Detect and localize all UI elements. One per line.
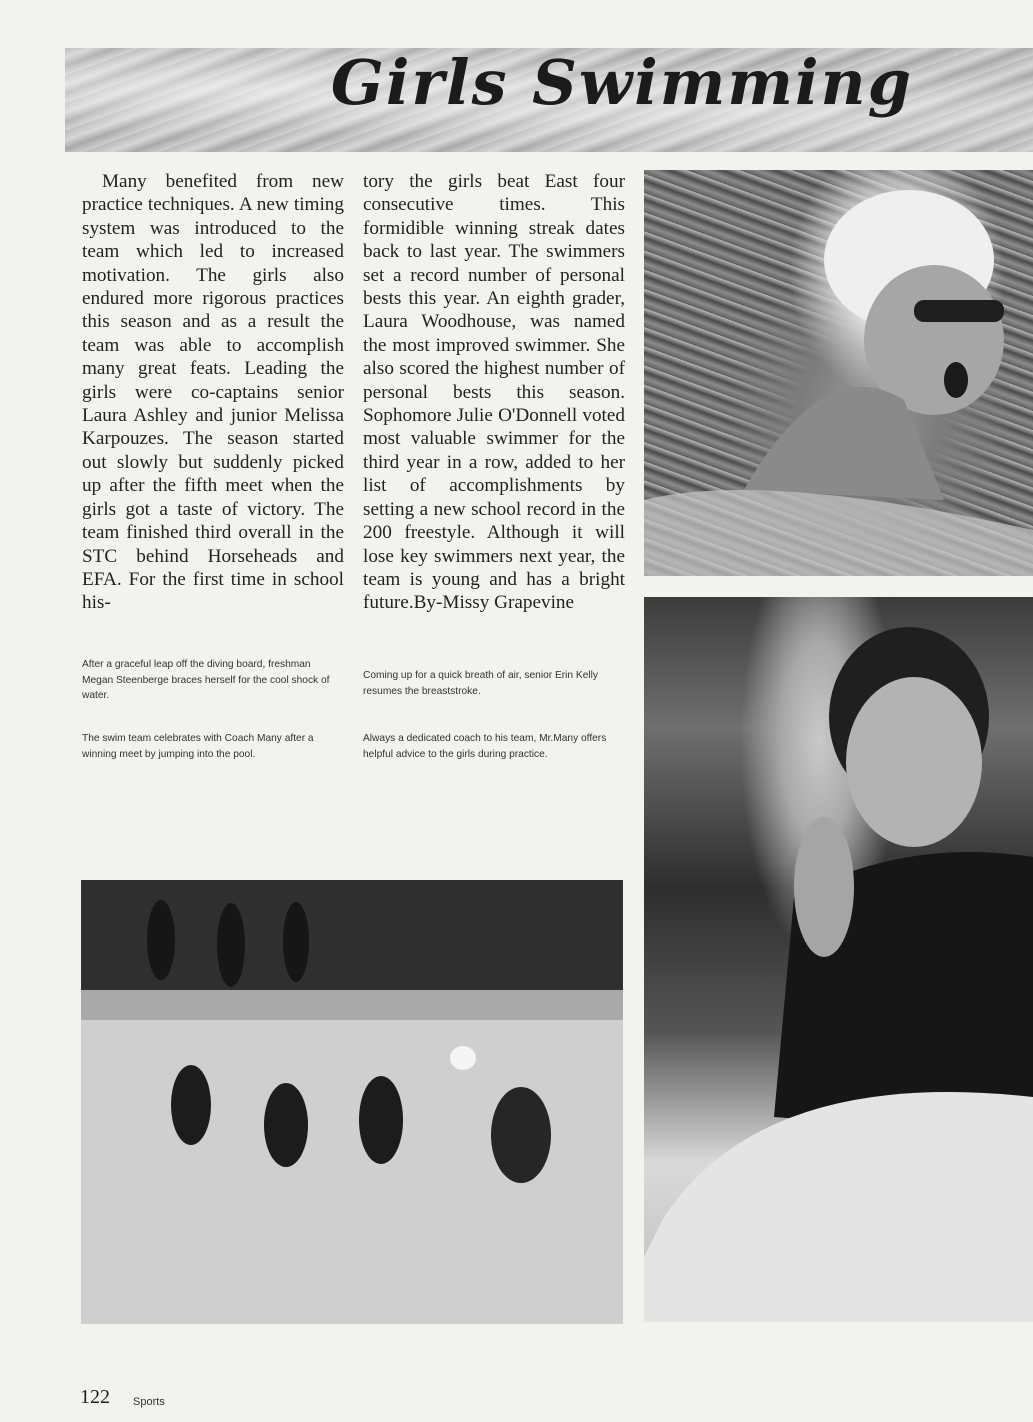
caption-celebration: The swim team celebrates with Coach Many after a winning meet by jumping into the pool. bbox=[82, 733, 314, 760]
goggles bbox=[914, 300, 1004, 322]
coach-trousers bbox=[644, 1092, 1033, 1322]
swimmer-photo bbox=[644, 170, 1033, 576]
swimmer-in-pool-1 bbox=[171, 1065, 211, 1145]
swimmer-standing-2 bbox=[217, 903, 245, 987]
article-column-2: tory the girls beat East four consecutive times. This formidible winning streak dates back to last year. The swimmers set a record number of personal bests this year. An eighth grader, Laura Woodhouse, was named the most improved swimmer. She also scored the highest number of personal bests this season. Sophomore Julie O'Donnell voted most valuable swimmer for the third year in a row, added to her list of accomplishments by setting a new school record in the 200 freestyle. Although it will lose key swimmers next year, the team is young and has a bright future.By-Missy Grapevine bbox=[363, 171, 625, 614]
team-illustration bbox=[81, 880, 623, 1324]
coach-in-pool bbox=[491, 1087, 551, 1183]
section-label: Sports bbox=[133, 1396, 165, 1408]
swimmer-standing-1 bbox=[147, 900, 175, 980]
water-splash bbox=[644, 490, 1033, 576]
coach-illustration bbox=[644, 597, 1033, 1322]
swimmer-in-pool-2 bbox=[264, 1083, 308, 1167]
caption-breaststroke: Coming up for a quick breath of air, senior Erin Kelly resumes the breaststroke. bbox=[363, 670, 598, 697]
swimmer-mouth bbox=[944, 362, 968, 398]
swimmer-illustration bbox=[644, 170, 1033, 576]
page-number: 122 bbox=[80, 1386, 110, 1408]
swimmer-in-pool-3 bbox=[359, 1076, 403, 1164]
team-celebration-photo bbox=[81, 880, 623, 1324]
caption-coach: Always a dedicated coach to his team, Mr.Many offers helpful advice to the girls during practice. bbox=[363, 733, 607, 760]
caption-diver: After a graceful leap off the diving board, freshman Megan Steenberge braces herself for the cool shock of water. bbox=[82, 659, 330, 701]
page-title: Girls Swimming bbox=[330, 46, 913, 119]
article-column-1: Many benefited from new practice techniques. A new timing system was introduced to the team which led to increased motivation. The girls also endured more rigorous practices this season and as a result the team was able to accomplish many great feats. Leading the girls were co-captains senior Laura Ashley and junior Melissa Karpouzes. The season started out slowly but suddenly picked up after the fifth meet when the girls got a taste of victory. The team finished third overall in the STC behind Horseheads and EFA. For the first time in school his- bbox=[82, 171, 344, 614]
swimmer-standing-3 bbox=[283, 902, 309, 982]
coach-face bbox=[846, 677, 982, 847]
coach-photo bbox=[644, 597, 1033, 1322]
swim-cap-white bbox=[450, 1046, 476, 1070]
pool-deck bbox=[81, 990, 623, 1020]
pool-water bbox=[81, 1020, 623, 1324]
coach-hand bbox=[794, 817, 854, 957]
